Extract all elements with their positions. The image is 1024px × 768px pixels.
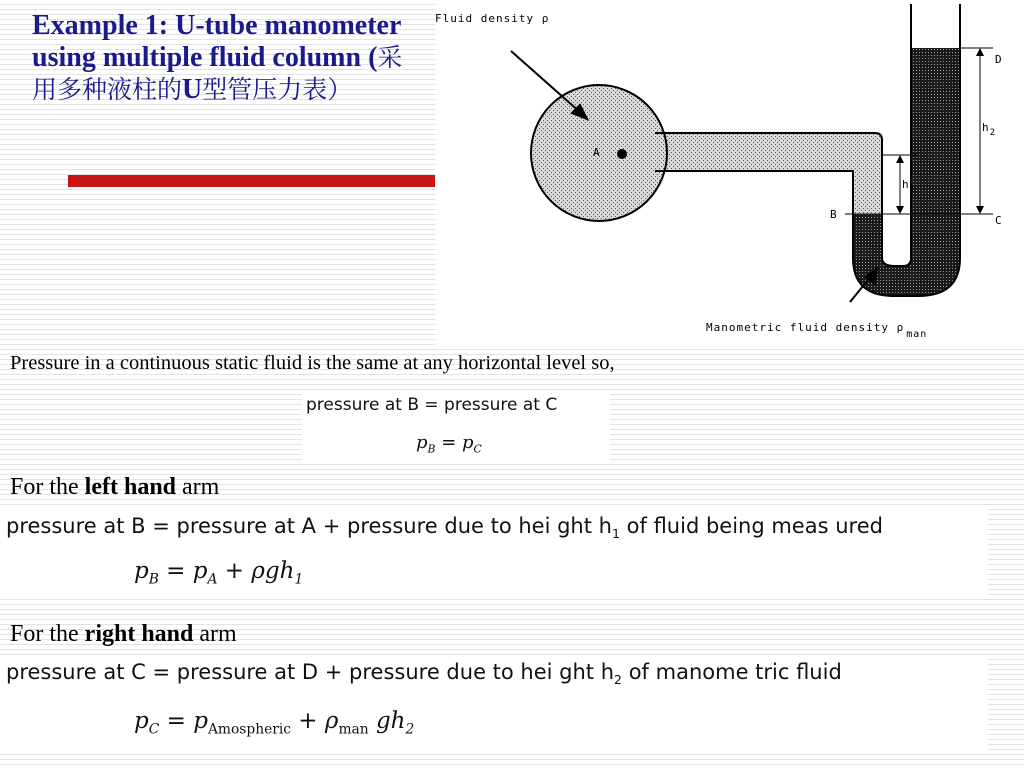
- right-arm-words: pressure at C = pressure at D + pressure due to hei ght $h_2$ of manome tric fluid: [6, 660, 842, 688]
- equality-symbols: $p_B = p_C$: [416, 432, 482, 456]
- title-underline-bar: [68, 175, 436, 187]
- light-fluid: [531, 85, 882, 221]
- manometer-diagram: [435, 0, 1024, 347]
- right-arm-equation: $p_C = p_{Amospheric} + \rho_{man}$ $gh_2$: [134, 708, 415, 738]
- label-h2: $h_2$: [982, 121, 997, 138]
- fluid-density-label: Fluid density ρ: [435, 12, 550, 25]
- right-arm-formula: [0, 656, 988, 751]
- manometric-fluid-label: Manometric fluid density ρman: [706, 321, 928, 340]
- equality-formula: [302, 392, 610, 462]
- point-a-dot: [617, 149, 627, 159]
- title-u: U: [182, 74, 203, 105]
- intro-text: Pressure in a continuous static fluid is the same at any horizontal level so,: [10, 352, 615, 374]
- left-arm-formula: [0, 508, 988, 596]
- label-b: B: [830, 208, 838, 221]
- label-c: C: [995, 214, 1003, 227]
- left-arm-heading: For the left hand arm: [10, 474, 220, 500]
- title-chinese-part2: 型管压力表）: [202, 75, 353, 104]
- title-english: Example 1: U-tube manometer using multiple fluid column (: [32, 10, 401, 73]
- label-a: A: [593, 146, 601, 159]
- left-arm-equation: $p_B = p_A + \rho gh_1$: [134, 558, 304, 588]
- equality-words: pressure at B = pressure at C: [306, 395, 558, 415]
- manometer-figure: [435, 0, 1024, 347]
- title-chinese-part1: 采用多种液柱的: [32, 43, 403, 104]
- label-h1: $h_1$: [902, 178, 917, 195]
- label-d: D: [995, 53, 1003, 66]
- left-arm-words: pressure at B = pressure at A + pressure due to hei ght $h_1$ of fluid being meas ured: [6, 514, 883, 542]
- slide-title: [32, 10, 427, 106]
- right-arm-heading: For the right hand arm: [10, 621, 237, 647]
